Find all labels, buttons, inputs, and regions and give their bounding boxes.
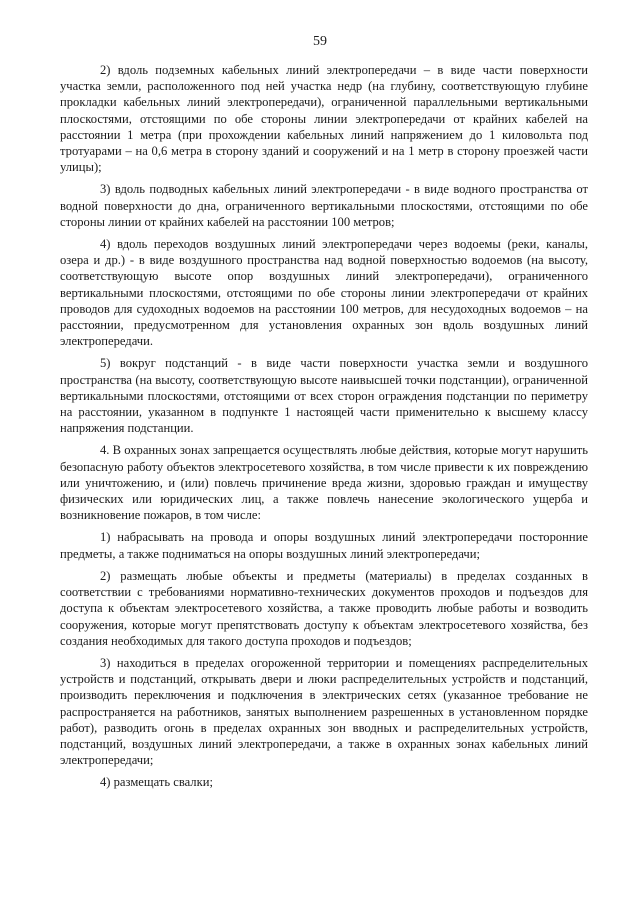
paragraph-prohibition-dumps: 4) размещать свалки; — [100, 775, 213, 790]
paragraph-prohibitions-intro: 4. В охранных зонах запрещается осуществлять любые действия, которые могут нарушить безопасную работу объектов электросетевого хозяйства, в том числе привести к их повреждению или уничтожению, и (или) повлечь причинение вреда жизни, здоровью граждан и имуществу физических или юридических лиц, а также повлечь нанесение экологического ущерба и возникновение пожаров, в том числе: — [60, 443, 588, 523]
paragraph-zone-underwater-cables: 3) вдоль подводных кабельных линий электропередачи - в виде водного пространства от водной поверхности до дна, ограниченного вертикальными плоскостями, отстоящими по обе стороны линии от крайних кабелей на расстоянии 100 метров; — [60, 182, 588, 229]
paragraph-prohibition-throwing-objects: 1) набрасывать на провода и опоры воздушных линий электропередачи посторонние предметы, а также подниматься на опоры воздушных линий электропередачи; — [60, 530, 588, 561]
paragraph-prohibition-entering-substations: 3) находиться в пределах огороженной территории и помещениях распределительных устройств и подстанций, открывать двери и люки распределительных устройств и подстанций, производить переключения и подключения в электрических сетях (указанное требование не распространяется на работников, занятых выполнением разрешенных в установленном порядке работ), разводить огонь в пределах охранных зон вводных и распределительных устройств, подстанций, воздушных линий электропередачи, а также в охранных зонах кабельных линий электропередачи; — [60, 655, 588, 768]
paragraph-zone-underground-cables: 2) вдоль подземных кабельных линий электропередачи – в виде части поверхности участка земли, расположенного под ней участка недр (на глубину, соответствующую глубине прокладки кабельных линий электропередачи), ограниченной параллельными вертикальными плоскостями, отстоящими по обе стороны линии электропередачи от крайних кабелей на расстоянии 1 метра (при прохождении кабельных линий напряжением до 1 киловольта под тротуарами – на 0,6 метра в сторону зданий и сооружений и на 1 метр в сторону проезжей части улицы); — [60, 63, 588, 175]
paragraph-zone-overhead-water-crossings: 4) вдоль переходов воздушных линий электропередачи через водоемы (реки, каналы, озера и др.) - в виде воздушного пространства над водной поверхностью водоемов (на высоту, соответствующую высоте опор воздушных линий электропередачи), ограниченного вертикальными плоскостями, отстоящими по обе стороны линии электропередачи от крайних проводов для судоходных водоемов на расстоянии 100 метров, для несудоходных водоемов – на расстоянии, предусмотренном для установления охранных зон вдоль воздушных линий электропередачи. — [60, 237, 588, 349]
page-number: 59 — [313, 34, 327, 49]
paragraph-zone-substations: 5) вокруг подстанций - в виде части поверхности участка земли и воздушного пространства (на высоту, соответствующую высоте наивысшей точки подстанции), ограниченной вертикальными плоскостями, отстоящими от всех сторон ограждения подстанции по периметру на расстоянии, указанном в подпункте 1 настоящей части применительно к высшему классу напряжения подстанции. — [60, 356, 588, 436]
document-body — [60, 62, 588, 797]
paragraph-prohibition-blocking-access: 2) размещать любые объекты и предметы (материалы) в пределах созданных в соответствии с требованиями нормативно-технических документов проходов и подъездов для доступа к объектам электросетевого хозяйства, а также проводить любые работы и возводить сооружения, которые могут препятствовать доступу к объектам электросетевого хозяйства, без создания необходимых для такого доступа проходов и подъездов; — [60, 568, 588, 648]
